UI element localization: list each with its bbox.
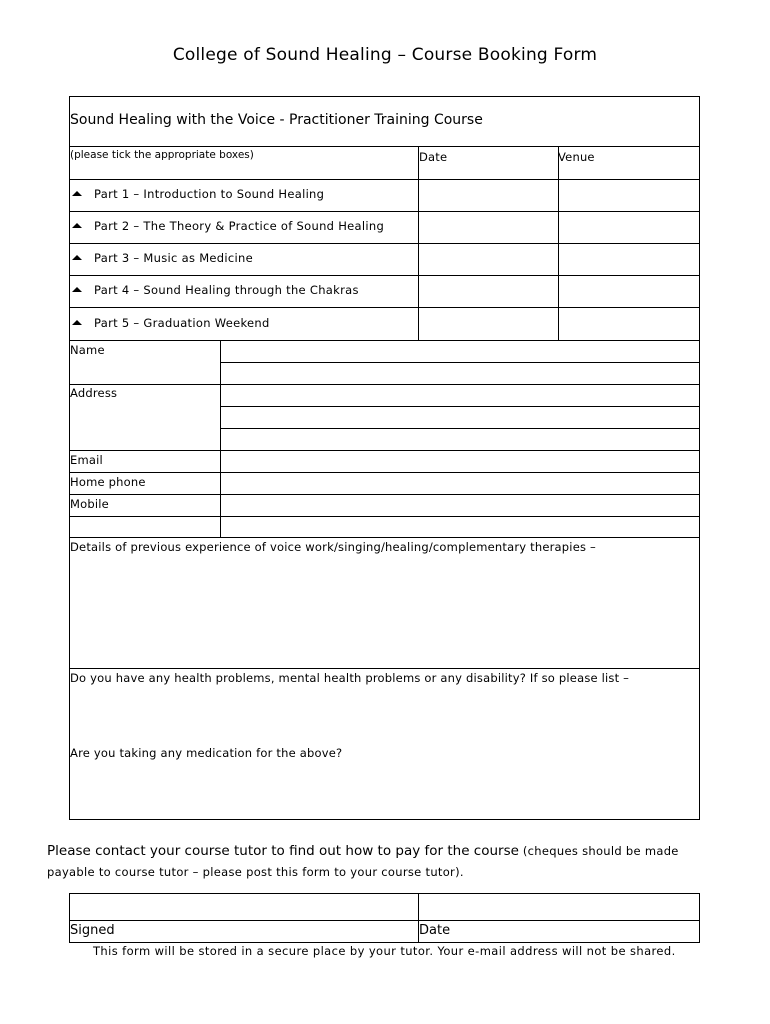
tick-box-icon[interactable]: [72, 285, 82, 295]
course-part-label: Part 1 – Introduction to Sound Healing: [94, 187, 325, 201]
email-label: Email: [70, 453, 103, 467]
course-title: Sound Healing with the Voice - Practitioner Training Course: [70, 112, 483, 128]
divider: [69, 537, 700, 538]
course-part-5[interactable]: [72, 316, 270, 330]
page-title: College of Sound Healing – Course Booking Form: [172, 45, 598, 65]
medication-prompt: Are you taking any medication for the above?: [70, 746, 343, 760]
health-field[interactable]: [70, 689, 699, 739]
tick-box-icon[interactable]: [72, 318, 82, 328]
course-part-label: Part 2 – The Theory & Practice of Sound Healing: [94, 219, 385, 233]
experience-field[interactable]: [70, 558, 699, 668]
course-part-label: Part 3 – Music as Medicine: [94, 251, 253, 265]
divider: [69, 307, 700, 308]
divider: [69, 211, 700, 212]
tick-box-icon[interactable]: [72, 189, 82, 199]
divider: [69, 179, 700, 180]
signed-label: Signed: [70, 923, 115, 938]
experience-prompt: Details of previous experience of voice work/singing/healing/complementary therapies –: [70, 540, 596, 554]
payment-detail-2: payable to course tutor – please post this form to your course tutor).: [47, 865, 464, 879]
tick-box-icon[interactable]: [72, 253, 82, 263]
divider: [418, 146, 419, 340]
course-part-4[interactable]: [72, 283, 359, 297]
payment-main: Please contact your course tutor to find out how to pay for the course: [47, 843, 519, 859]
divider: [69, 146, 700, 147]
signature-date-label: Date: [419, 923, 451, 938]
address-label: Address: [70, 386, 118, 400]
date-column-header: Date: [419, 150, 448, 164]
divider: [558, 146, 559, 340]
signature-date-field[interactable]: [419, 894, 699, 920]
mobile-field[interactable]: [221, 495, 699, 516]
health-prompt: Do you have any health problems, mental health problems or any disability? If so please list –: [70, 671, 630, 685]
email-field[interactable]: [221, 451, 699, 472]
venue-column-header: Venue: [558, 150, 595, 164]
course-part-label: Part 5 – Graduation Weekend: [94, 316, 270, 330]
course-part-2[interactable]: [72, 219, 384, 233]
divider: [69, 275, 700, 276]
payment-note: [47, 840, 727, 882]
course-part-label: Part 4 – Sound Healing through the Chakras: [94, 283, 359, 297]
name-field[interactable]: [221, 341, 699, 384]
tick-box-icon[interactable]: [72, 221, 82, 231]
course-part-1[interactable]: [72, 187, 324, 201]
home-phone-field[interactable]: [221, 473, 699, 494]
tick-instruction: (please tick the appropriate boxes): [70, 149, 254, 161]
divider: [69, 243, 700, 244]
address-field[interactable]: [221, 385, 699, 450]
medication-field[interactable]: [70, 764, 699, 819]
mobile-label: Mobile: [70, 497, 109, 511]
course-part-3[interactable]: [72, 251, 253, 265]
payment-detail-1: (cheques should be made: [518, 844, 679, 858]
extra-field[interactable]: [221, 517, 699, 537]
divider: [69, 668, 700, 669]
home-phone-label: Home phone: [70, 475, 146, 489]
divider: [69, 920, 700, 921]
name-label: Name: [70, 343, 105, 357]
privacy-footer: This form will be stored in a secure place by your tutor. Your e-mail address will not be shared.: [93, 944, 676, 958]
signature-field[interactable]: [70, 894, 417, 920]
